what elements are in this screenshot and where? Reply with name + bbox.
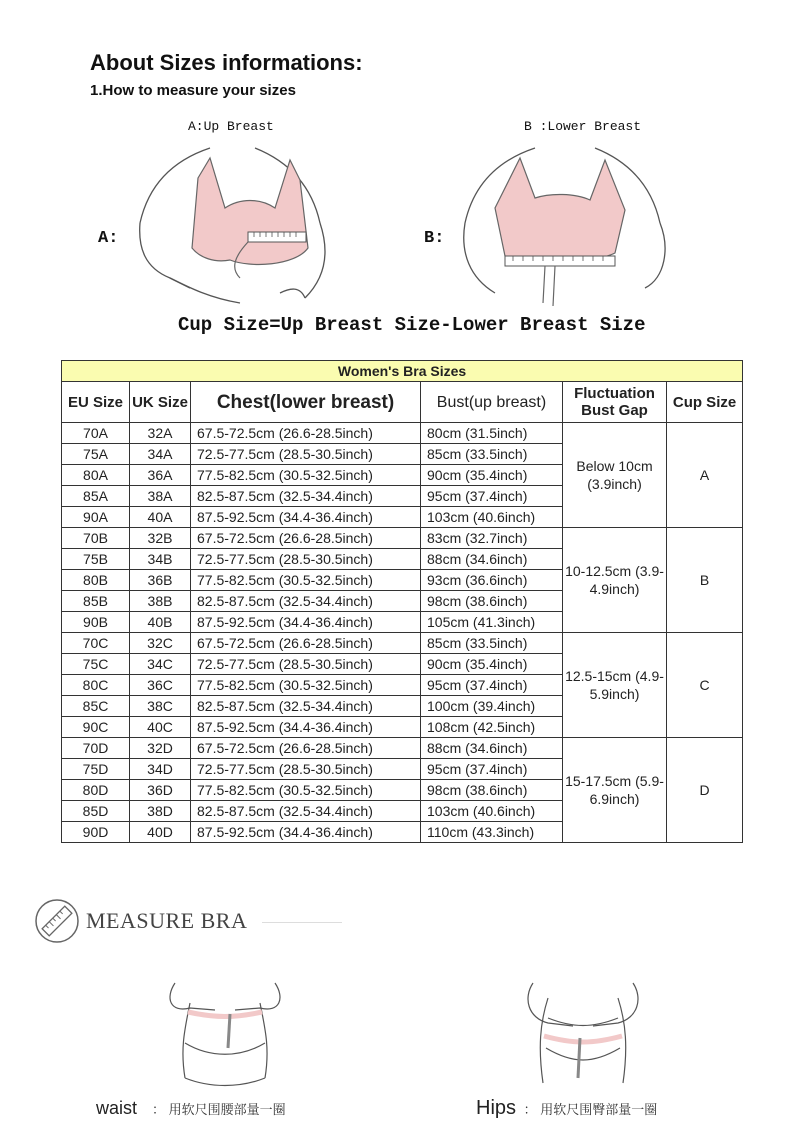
- bust-gap-cell: 10-12.5cm (3.9-4.9inch): [563, 528, 667, 633]
- header-chest: Chest(lower breast): [191, 382, 421, 423]
- waist-note: ： 用软尺围腰部量一圈: [152, 1102, 286, 1117]
- table-body: [62, 423, 743, 843]
- chest-cell: 72.5-77.5cm (28.5-30.5inch): [191, 444, 421, 465]
- chest-cell: 82.5-87.5cm (32.5-34.4inch): [191, 801, 421, 822]
- uk-size-cell: 36C: [130, 675, 191, 696]
- bust-cell: 110cm (43.3inch): [421, 822, 563, 843]
- bust-gap-cell: 15-17.5cm (5.9-6.9inch): [563, 738, 667, 843]
- marker-a: A:: [98, 229, 119, 248]
- bust-cell: 80cm (31.5inch): [421, 423, 563, 444]
- bust-cell: 108cm (42.5inch): [421, 717, 563, 738]
- eu-size-cell: 85D: [62, 801, 130, 822]
- chest-cell: 77.5-82.5cm (30.5-32.5inch): [191, 780, 421, 801]
- divider: [262, 922, 342, 923]
- eu-size-cell: 75D: [62, 759, 130, 780]
- table-row: [62, 423, 743, 444]
- header-eu-size: EU Size: [62, 382, 130, 423]
- uk-size-cell: 38D: [130, 801, 191, 822]
- header-fluctuation-gap: Fluctuation Bust Gap: [563, 382, 667, 423]
- page-subtitle: 1.How to measure your sizes: [90, 82, 296, 99]
- bust-cell: 95cm (37.4inch): [421, 486, 563, 507]
- eu-size-cell: 75A: [62, 444, 130, 465]
- chest-cell: 87.5-92.5cm (34.4-36.4inch): [191, 822, 421, 843]
- waist-caption: [96, 1098, 286, 1119]
- bust-cell: 98cm (38.6inch): [421, 780, 563, 801]
- hips-label: Hips: [476, 1097, 517, 1119]
- header-cup-size: Cup Size: [667, 382, 743, 423]
- bra-size-table: [61, 360, 743, 843]
- marker-b: B:: [424, 229, 445, 248]
- hips-illustration: [518, 978, 648, 1090]
- page-title: About Sizes informations:: [90, 50, 363, 75]
- chest-cell: 87.5-92.5cm (34.4-36.4inch): [191, 612, 421, 633]
- uk-size-cell: 36D: [130, 780, 191, 801]
- cup-size-cell: D: [667, 738, 743, 843]
- table-row: [62, 738, 743, 759]
- bra-shape-2: [495, 158, 625, 262]
- tape-measure: [248, 232, 306, 242]
- eu-size-cell: 85A: [62, 486, 130, 507]
- bust-cell: 103cm (40.6inch): [421, 801, 563, 822]
- bust-cell: 103cm (40.6inch): [421, 507, 563, 528]
- bust-cell: 85cm (33.5inch): [421, 633, 563, 654]
- uk-size-cell: 32A: [130, 423, 191, 444]
- uk-size-cell: 36A: [130, 465, 191, 486]
- eu-size-cell: 85B: [62, 591, 130, 612]
- uk-size-cell: 38B: [130, 591, 191, 612]
- eu-size-cell: 85C: [62, 696, 130, 717]
- tape-measure-2: [505, 256, 615, 266]
- eu-size-cell: 90D: [62, 822, 130, 843]
- uk-size-cell: 36B: [130, 570, 191, 591]
- hips-caption: [476, 1097, 657, 1120]
- table-header-row: [62, 382, 743, 423]
- bust-cell: 95cm (37.4inch): [421, 759, 563, 780]
- bust-cell: 100cm (39.4inch): [421, 696, 563, 717]
- cup-size-cell: A: [667, 423, 743, 528]
- bust-cell: 85cm (33.5inch): [421, 444, 563, 465]
- chest-cell: 77.5-82.5cm (30.5-32.5inch): [191, 675, 421, 696]
- chest-cell: 87.5-92.5cm (34.4-36.4inch): [191, 507, 421, 528]
- cup-size-formula: Cup Size=Up Breast Size-Lower Breast Size: [178, 314, 646, 336]
- lower-breast-caption: B :Lower Breast: [524, 119, 642, 134]
- chest-cell: 82.5-87.5cm (32.5-34.4inch): [191, 591, 421, 612]
- chest-cell: 77.5-82.5cm (30.5-32.5inch): [191, 465, 421, 486]
- eu-size-cell: 70C: [62, 633, 130, 654]
- waist-illustration: [160, 978, 290, 1090]
- eu-size-cell: 80C: [62, 675, 130, 696]
- uk-size-cell: 32B: [130, 528, 191, 549]
- waist-label: waist: [96, 1098, 138, 1118]
- eu-size-cell: 80D: [62, 780, 130, 801]
- uk-size-cell: 40A: [130, 507, 191, 528]
- uk-size-cell: 40D: [130, 822, 191, 843]
- uk-size-cell: 40B: [130, 612, 191, 633]
- bust-cell: 95cm (37.4inch): [421, 675, 563, 696]
- eu-size-cell: 70D: [62, 738, 130, 759]
- cup-size-cell: B: [667, 528, 743, 633]
- uk-size-cell: 34D: [130, 759, 191, 780]
- bra-shape: [192, 158, 308, 264]
- uk-size-cell: 34B: [130, 549, 191, 570]
- uk-size-cell: 40C: [130, 717, 191, 738]
- up-breast-illustration: [130, 138, 350, 316]
- lower-breast-illustration: [455, 138, 675, 316]
- uk-size-cell: 38C: [130, 696, 191, 717]
- eu-size-cell: 90A: [62, 507, 130, 528]
- uk-size-cell: 32D: [130, 738, 191, 759]
- ruler-icon: [34, 898, 80, 944]
- bust-cell: 98cm (38.6inch): [421, 591, 563, 612]
- eu-size-cell: 80B: [62, 570, 130, 591]
- header-bust: Bust(up breast): [421, 382, 563, 423]
- eu-size-cell: 90C: [62, 717, 130, 738]
- chest-cell: 82.5-87.5cm (32.5-34.4inch): [191, 696, 421, 717]
- eu-size-cell: 75C: [62, 654, 130, 675]
- measure-bra-title: MEASURE BRA: [86, 908, 248, 933]
- bust-cell: 90cm (35.4inch): [421, 654, 563, 675]
- uk-size-cell: 34C: [130, 654, 191, 675]
- chest-cell: 67.5-72.5cm (26.6-28.5inch): [191, 738, 421, 759]
- bust-gap-cell: 12.5-15cm (4.9-5.9inch): [563, 633, 667, 738]
- chest-cell: 72.5-77.5cm (28.5-30.5inch): [191, 759, 421, 780]
- chest-cell: 77.5-82.5cm (30.5-32.5inch): [191, 570, 421, 591]
- chest-cell: 67.5-72.5cm (26.6-28.5inch): [191, 528, 421, 549]
- eu-size-cell: 90B: [62, 612, 130, 633]
- uk-size-cell: 34A: [130, 444, 191, 465]
- chest-cell: 72.5-77.5cm (28.5-30.5inch): [191, 654, 421, 675]
- hips-note: ： 用软尺围臀部量一圈: [523, 1102, 658, 1117]
- bust-cell: 88cm (34.6inch): [421, 738, 563, 759]
- uk-size-cell: 38A: [130, 486, 191, 507]
- uk-size-cell: 32C: [130, 633, 191, 654]
- eu-size-cell: 80A: [62, 465, 130, 486]
- chest-cell: 67.5-72.5cm (26.6-28.5inch): [191, 633, 421, 654]
- up-breast-caption: A:Up Breast: [188, 119, 274, 134]
- cup-size-cell: C: [667, 633, 743, 738]
- bust-cell: 93cm (36.6inch): [421, 570, 563, 591]
- table-row: [62, 633, 743, 654]
- bust-cell: 83cm (32.7inch): [421, 528, 563, 549]
- table-row: [62, 528, 743, 549]
- header-uk-size: UK Size: [130, 382, 191, 423]
- eu-size-cell: 70B: [62, 528, 130, 549]
- bust-gap-cell: Below 10cm (3.9inch): [563, 423, 667, 528]
- chest-cell: 72.5-77.5cm (28.5-30.5inch): [191, 549, 421, 570]
- chest-cell: 82.5-87.5cm (32.5-34.4inch): [191, 486, 421, 507]
- chest-cell: 67.5-72.5cm (26.6-28.5inch): [191, 423, 421, 444]
- bust-cell: 88cm (34.6inch): [421, 549, 563, 570]
- bust-cell: 90cm (35.4inch): [421, 465, 563, 486]
- eu-size-cell: 70A: [62, 423, 130, 444]
- table-title: Women's Bra Sizes: [62, 361, 743, 382]
- bust-cell: 105cm (41.3inch): [421, 612, 563, 633]
- eu-size-cell: 75B: [62, 549, 130, 570]
- chest-cell: 87.5-92.5cm (34.4-36.4inch): [191, 717, 421, 738]
